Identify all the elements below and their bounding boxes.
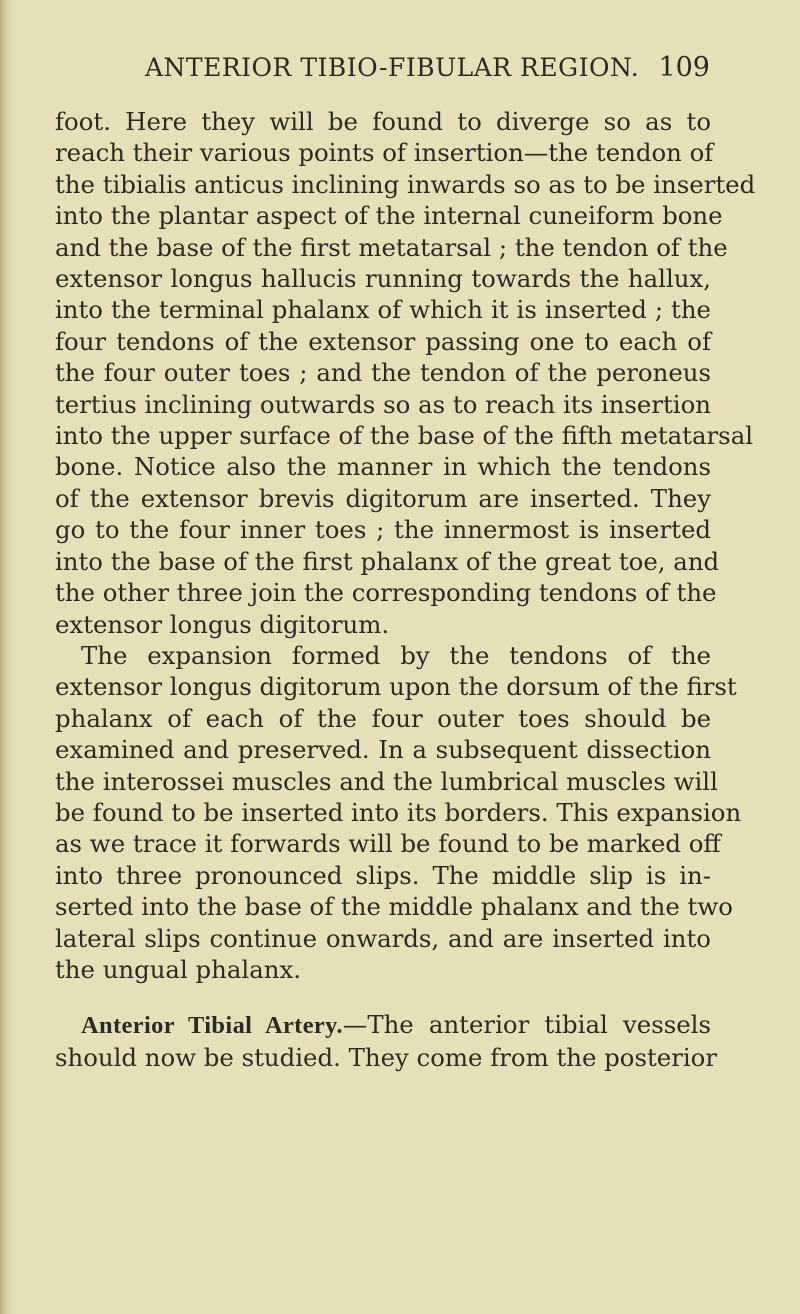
text-line: into three pronounced slips. The middle slip is in- [55,860,711,890]
section-heading-continuation: —The anterior tibial vessels [342,1010,711,1040]
text-line: into the upper surface of the base of the fifth metatarsal [55,421,754,451]
text-line: four tendons of the extensor passing one to each of [55,326,711,356]
text-line: and the base of the first metatarsal ; the tendon of the [55,232,728,262]
text-line: tertius inclining outwards so as to reach its insertion [55,389,711,419]
text-line: into the plantar aspect of the internal cuneiform bone [55,201,723,231]
text-line: extensor longus digitorum upon the dorsum of the first [55,672,737,702]
text-line: the ungual phalanx. [55,954,301,984]
page-number: 109 [658,52,710,83]
paragraph-gap [55,985,711,1009]
section-first-line [55,1009,711,1041]
section-heading: Anterior Tibial Artery. [81,1012,343,1040]
text-line: the interossei muscles and the lumbrical muscles will [55,766,718,796]
paragraph-foot-tendons [55,106,756,640]
text-line: The expansion formed by the tendons of the [81,640,711,670]
text-line: examined and preserved. In a subsequent dissection [55,735,711,765]
text-line: extensor longus hallucis running towards the hallux, [55,264,711,294]
text-line: of the extensor brevis digitorum are inserted. They [55,483,711,513]
text-line: phalanx of each of the four outer toes should be [55,703,711,733]
text-line: as we trace it forwards will be found to be marked off [55,829,721,859]
text-line: into the base of the first phalanx of the great toe, and [55,546,720,576]
section-anterior-tibial-artery [55,1009,718,1073]
running-head: ANTERIOR TIBIO-FIBULAR REGION. [145,53,640,82]
text-line: reach their various points of insertion—the tendon of [55,138,714,168]
text-line: serted into the base of the middle phalanx and the two [55,892,733,922]
text-line: the tibialis anticus inclining inwards so as to be inserted [55,169,756,199]
body-text [55,106,756,1073]
text-line: extensor longus digitorum. [55,609,390,639]
text-line: be found to be inserted into its borders. This expansion [55,797,742,827]
text-line: the other three join the corresponding tendons of the [55,578,717,608]
paragraph-extensor-expansion [55,640,742,985]
text-line: the four outer toes ; and the tendon of the peroneus [55,358,711,388]
text-line: foot. Here they will be found to diverge so as to [55,107,711,136]
text-line: should now be studied. They come from the posterior [55,1042,718,1072]
text-line: lateral slips continue onwards, and are inserted into [55,923,711,953]
text-line: go to the four inner toes ; the innermost is inserted [55,515,711,545]
text-line: into the terminal phalanx of which it is inserted ; the [55,295,711,325]
text-line: bone. Notice also the manner in which the tendons [55,452,711,482]
